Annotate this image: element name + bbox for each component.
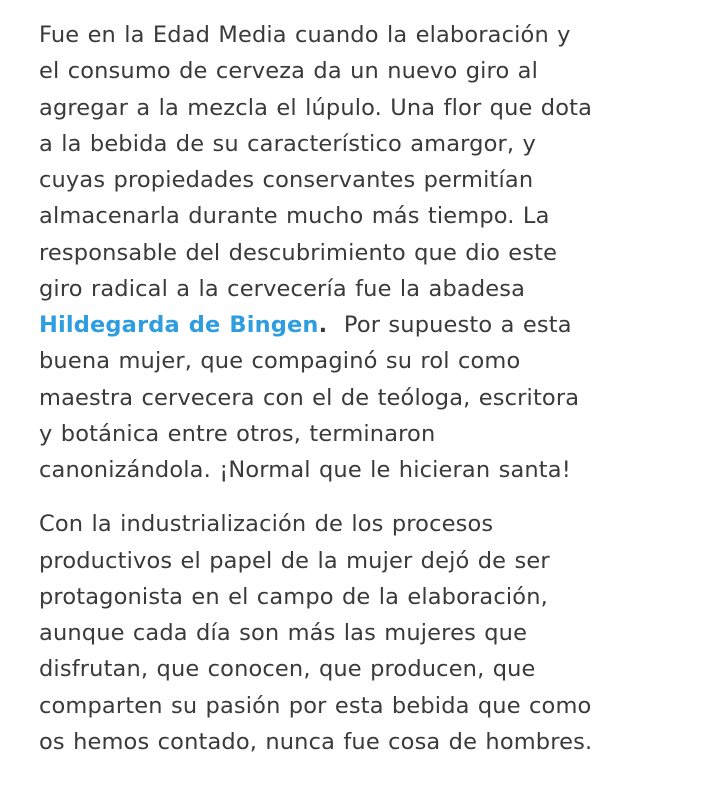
text-line: disfrutan, que conocen, que producen, que <box>39 656 536 683</box>
text-line: Fue en la Edad Media cuando la elaboración y <box>39 22 571 48</box>
paragraph-middle-ages <box>39 17 699 488</box>
text-after-link: Por supuesto a esta <box>327 312 572 338</box>
text-line: comparten su pasión por esta bebida que como <box>39 692 592 719</box>
text-line: a la bebida de su característico amargor, y <box>39 130 536 157</box>
link-period: . <box>318 312 328 338</box>
text-line: productivos el papel de la mujer dejó de ser <box>39 547 550 574</box>
text-line: maestra cervecera con el de teóloga, escritora <box>39 384 580 411</box>
text-line: os hemos contado, nunca fue cosa de hombres. <box>39 728 593 755</box>
text-line: protagonista en el campo de la elaboración, <box>39 583 548 610</box>
text-line: buena mujer, que compaginó su rol como <box>39 348 521 375</box>
text-line: cuyas propiedades conservantes permitían <box>39 167 534 193</box>
text-line: y botánica entre otros, terminaron <box>39 420 436 447</box>
hildegarda-link[interactable]: Hildegarda de Bingen <box>39 312 319 338</box>
paragraph-industrialization <box>39 506 699 760</box>
text-line: almacenarla durante mucho más tiempo. La <box>39 203 550 230</box>
text-line: el consumo de cerveza da un nuevo giro al <box>39 58 538 85</box>
text-line-with-link <box>39 307 699 343</box>
article-body <box>39 17 699 778</box>
text-line: giro radical a la cervecería fue la abadesa <box>39 275 526 302</box>
text-line: Con la industrialización de los procesos <box>39 511 494 538</box>
text-line: aunque cada día son más las mujeres que <box>39 620 528 646</box>
text-line: agregar a la mezcla el lúpulo. Una flor que dota <box>39 94 593 121</box>
text-line: canonizándola. ¡Normal que le hicieran santa! <box>39 457 571 483</box>
text-line: responsable del descubrimiento que dio este <box>39 239 558 266</box>
